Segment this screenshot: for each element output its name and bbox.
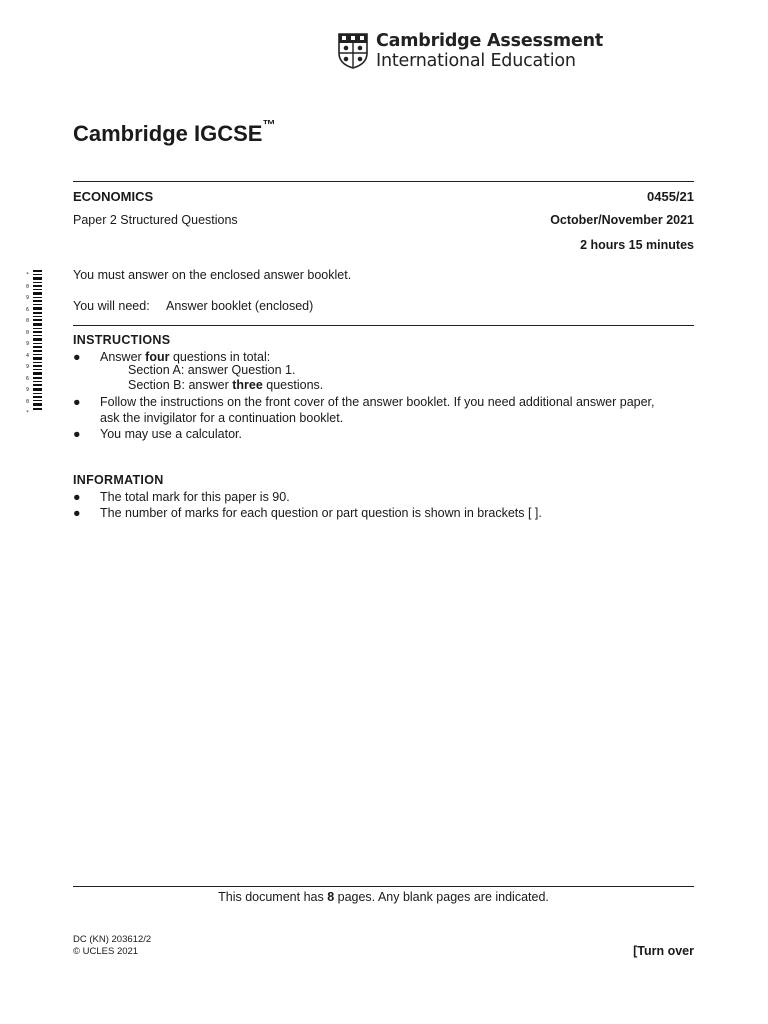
- mid-divider: [73, 325, 694, 326]
- session: October/November 2021: [550, 213, 694, 227]
- item1-bold: four: [145, 350, 170, 364]
- doc-pages: 8: [327, 890, 335, 904]
- info1-text: The total mark for this paper is 90.: [100, 490, 290, 504]
- answer-line: You must answer on the enclosed answer booklet.: [73, 268, 352, 282]
- barcode-digits: * 0 9 6 0 0 9 4 9 6 9 0 *: [26, 272, 30, 416]
- bullet: ●: [73, 427, 81, 441]
- cambridge-shield-icon: [338, 33, 368, 69]
- item1-pre: Answer: [100, 350, 146, 364]
- top-divider: [73, 181, 694, 182]
- trademark-mark: ™: [262, 117, 276, 132]
- instructions-heading: INSTRUCTIONS: [73, 333, 171, 347]
- subject: ECONOMICS: [73, 189, 154, 204]
- cambridge-logo: [338, 31, 603, 71]
- page-count-note: [73, 890, 694, 904]
- duration: 2 hours 15 minutes: [580, 238, 694, 252]
- item1-post: questions in total:: [169, 350, 271, 364]
- logo-line-2: International Education: [376, 51, 576, 71]
- doc-reference: DC (KN) 203612/2: [73, 934, 152, 945]
- paper-code: 0455/21: [647, 189, 694, 204]
- copyright: © UCLES 2021: [73, 946, 139, 957]
- bullet: ●: [73, 395, 81, 409]
- sectionb-post: questions.: [262, 378, 324, 392]
- item3-text: You may use a calculator.: [100, 427, 242, 441]
- turn-over: [Turn over: [633, 944, 694, 958]
- title-text: Cambridge IGCSE: [73, 121, 263, 146]
- need-value: Answer booklet (enclosed): [166, 299, 314, 313]
- bottom-divider: [73, 886, 694, 887]
- doc-post: pages. Any blank pages are indicated.: [334, 890, 549, 904]
- info2-text: The number of marks for each question or part question is shown in brackets [ ].: [100, 506, 542, 520]
- sectionb-bold: three: [232, 378, 263, 392]
- barcode: [26, 270, 42, 416]
- page-title: [73, 117, 276, 147]
- information-heading: INFORMATION: [73, 473, 164, 487]
- paper-name: Paper 2 Structured Questions: [73, 213, 238, 227]
- logo-line-1: Cambridge Assessment: [376, 31, 604, 51]
- sectionb-pre: Section B: answer: [128, 378, 233, 392]
- item2-line2: ask the invigilator for a continuation booklet.: [100, 411, 344, 425]
- need-label: You will need:: [73, 299, 150, 313]
- doc-pre: This document has: [218, 890, 328, 904]
- bullet: ●: [73, 490, 81, 504]
- bullet: ●: [73, 506, 81, 520]
- section-a-line: Section A: answer Question 1.: [128, 363, 296, 377]
- section-b-line: [128, 378, 323, 392]
- bullet: ●: [73, 350, 81, 364]
- item2-line1: Follow the instructions on the front cover of the answer booklet. If you need additional answer paper,: [100, 395, 655, 409]
- footer-ref: [73, 934, 151, 958]
